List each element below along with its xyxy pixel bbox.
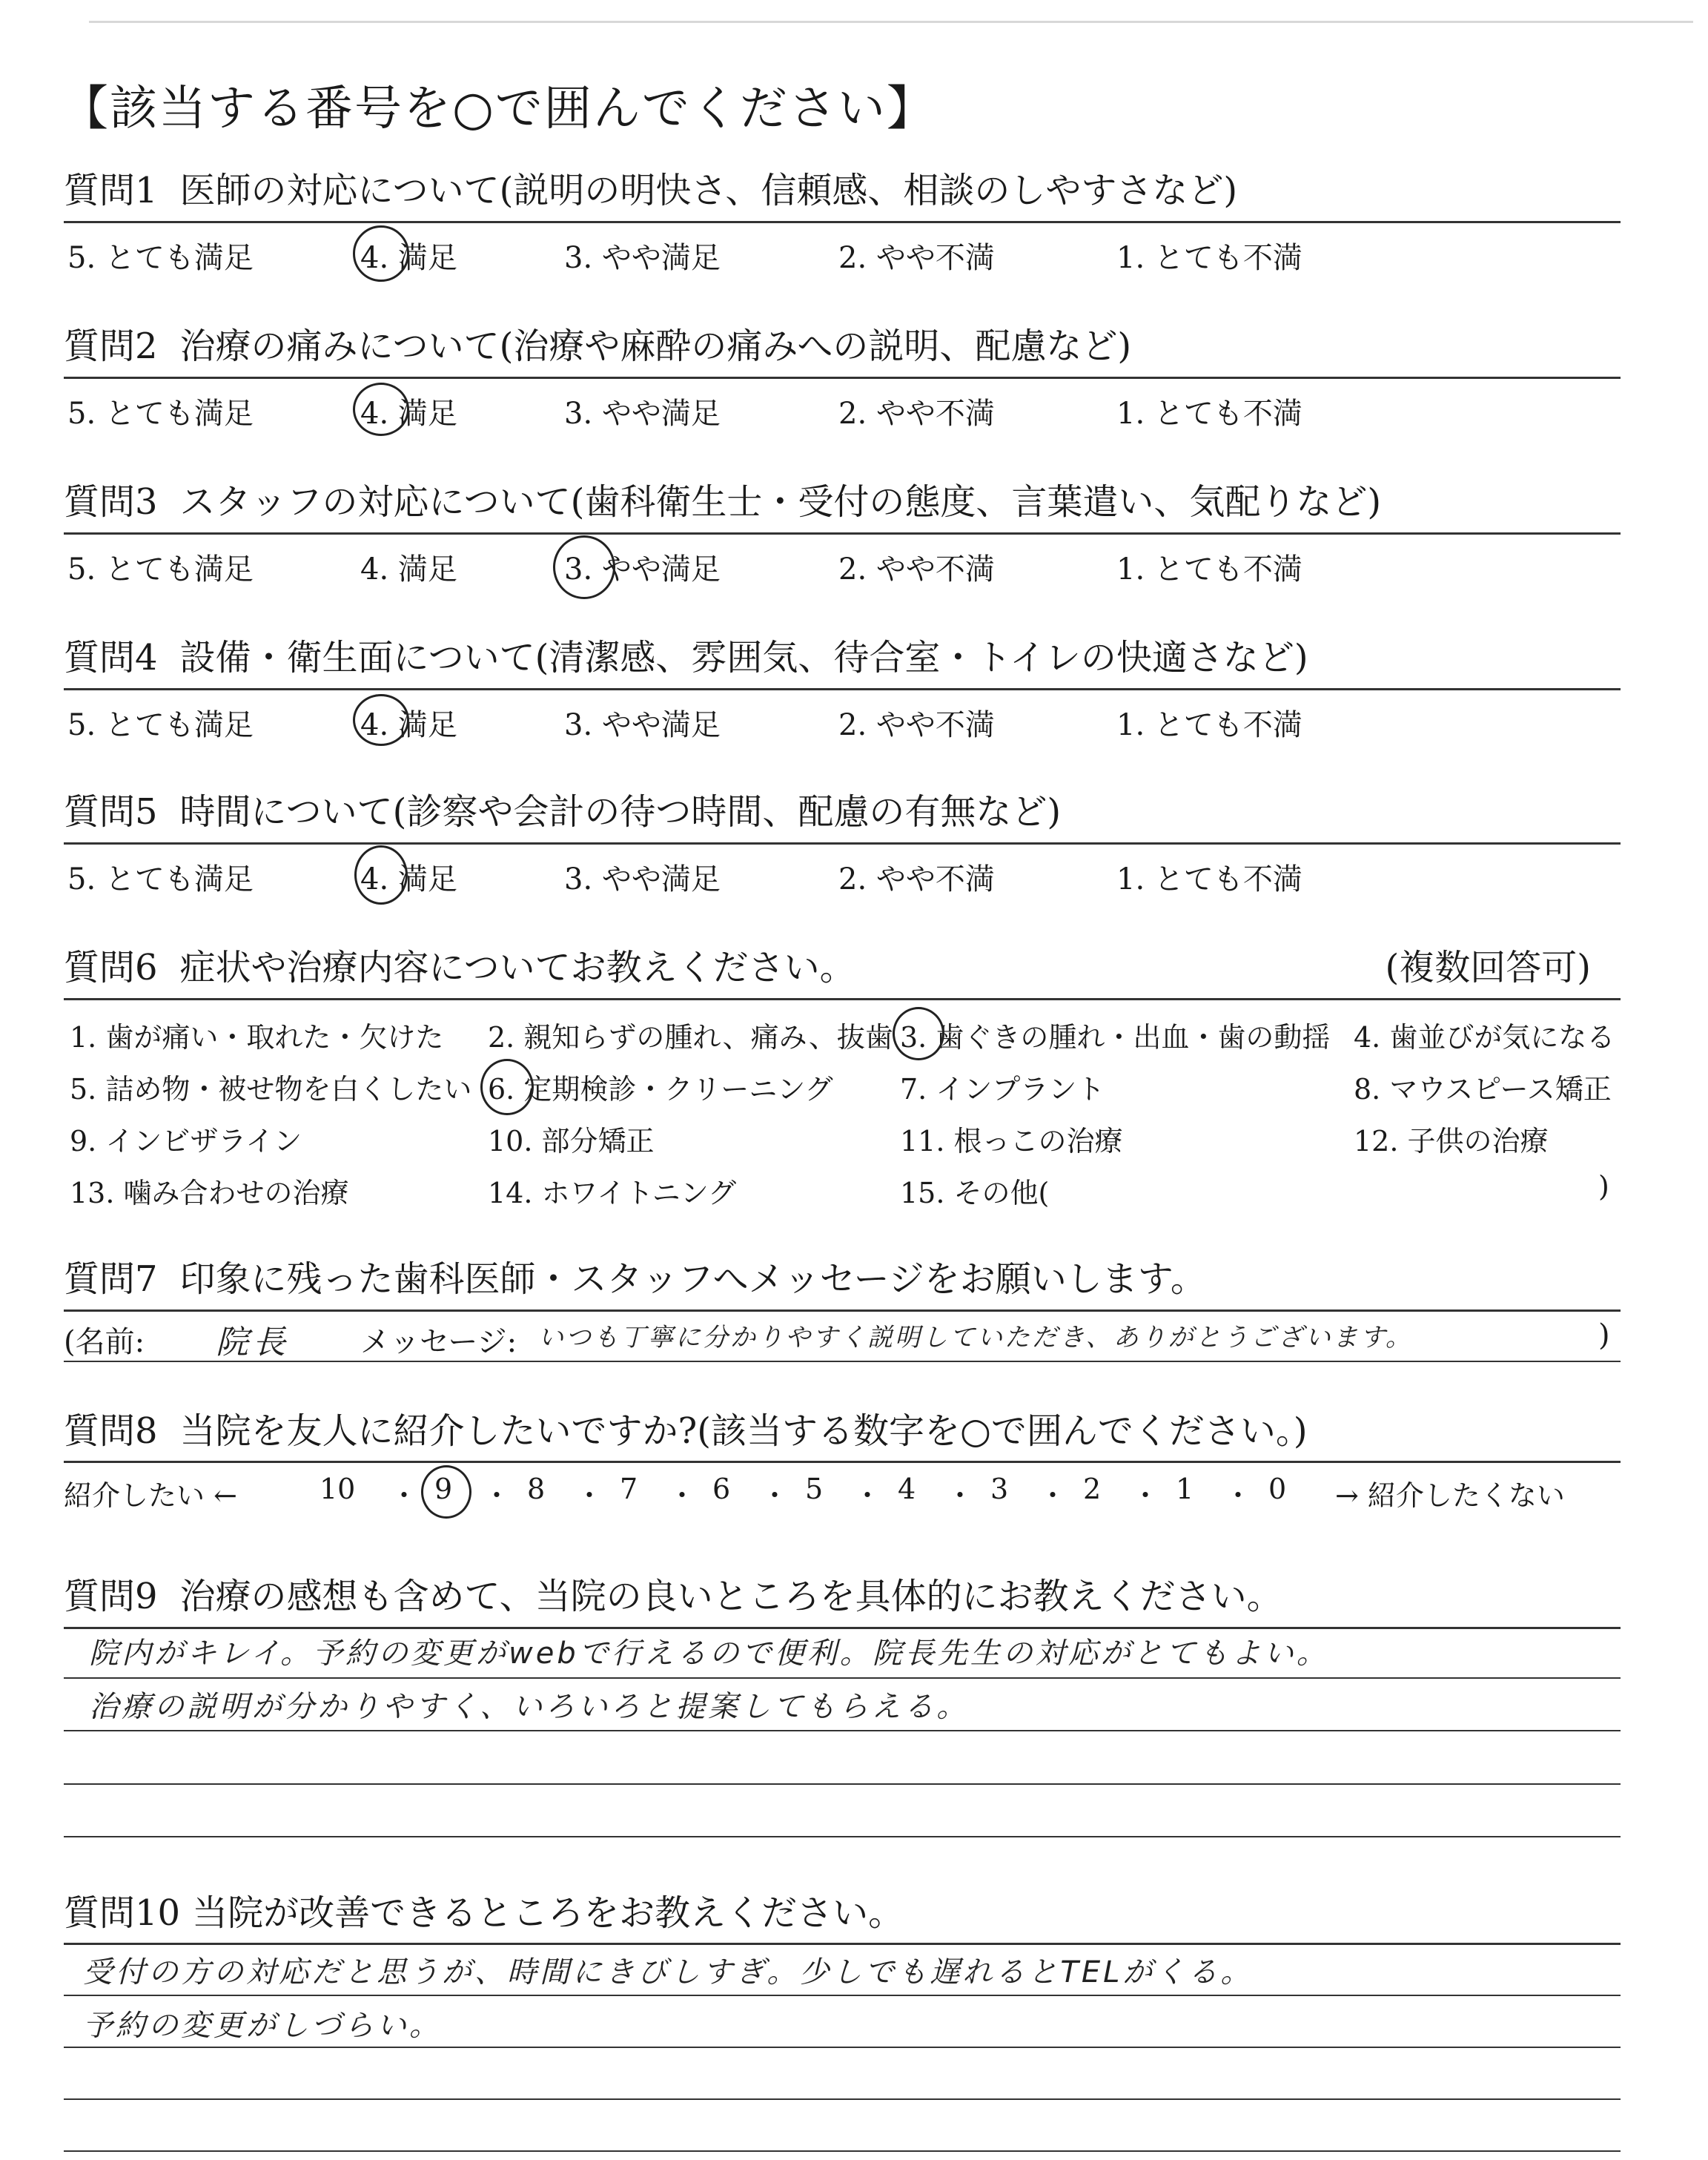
q8-dot-10: ・: [1224, 1479, 1253, 1512]
question-8-text: 当院を友人に紹介したいですか?(該当する数字を○で囲んでください。): [179, 1410, 1308, 1452]
q10-rule-4: [64, 2098, 1621, 2100]
q8-selected-circle: [421, 1465, 471, 1519]
q6-rule: [64, 998, 1621, 1000]
q8-value-5[interactable]: 5: [805, 1473, 824, 1505]
q8-dot-6: ・: [853, 1479, 882, 1512]
question-8: [64, 1405, 1621, 1457]
q7-message-value[interactable]: いつも丁寧に分かりやすく説明していただき、ありがとうございます。: [538, 1323, 1413, 1353]
q6-item-8[interactable]: 8. マウスピース矯正: [1354, 1073, 1612, 1106]
q5-option-4[interactable]: 4. 満足: [360, 862, 457, 896]
question-9-text: 治療の感想も含めて、当院の良いところを具体的にお教えください。: [179, 1576, 1282, 1617]
question-2-text: 治療の痛みについて(治療や麻酔の痛みへの説明、配慮など): [179, 326, 1132, 367]
q6-item-3[interactable]: 3. 歯ぐきの腫れ・出血・歯の動揺: [900, 1021, 1331, 1054]
q1-option-5[interactable]: 5. とても満足: [67, 241, 254, 275]
question-3: [64, 476, 1621, 528]
q2-option-5[interactable]: 5. とても満足: [67, 397, 254, 431]
q6-item-5[interactable]: 5. 詰め物・被せ物を白くしたい: [70, 1073, 472, 1106]
q8-dot-5: ・: [761, 1479, 790, 1512]
q10-rule-3: [64, 2047, 1621, 2048]
q3-rule: [64, 532, 1621, 535]
q9-answer-line-2[interactable]: 治療の説明が分かりやすく、いろいろと提案してもらえる。: [89, 1690, 970, 1724]
q6-item-7[interactable]: 7. インプラント: [900, 1073, 1105, 1106]
q6-item-10[interactable]: 10. 部分矯正: [488, 1125, 655, 1157]
q6-item-1[interactable]: 1. 歯が痛い・取れた・欠けた: [70, 1021, 444, 1054]
q8-value-2[interactable]: 2: [1083, 1473, 1102, 1505]
question-8-number: 質問8: [64, 1410, 158, 1452]
question-7-number: 質問7: [64, 1258, 158, 1300]
q9-rule-2: [64, 1677, 1621, 1679]
q8-value-0[interactable]: 0: [1268, 1473, 1287, 1505]
question-7-text: 印象に残った歯科医師・スタッフへメッセージをお願いします。: [179, 1258, 1206, 1300]
question-5-options: [64, 851, 1621, 896]
q2-option-3[interactable]: 3. やや満足: [564, 397, 721, 431]
q5-option-5[interactable]: 5. とても満足: [67, 862, 254, 896]
q8-value-10[interactable]: 10: [320, 1473, 356, 1505]
q7-name-label: (名前:: [64, 1325, 145, 1359]
q8-left-label: 紹介したい ←: [64, 1479, 237, 1512]
q4-option-3[interactable]: 3. やや満足: [564, 708, 721, 742]
q5-selected-circle: [354, 845, 408, 905]
q3-option-4[interactable]: 4. 満足: [360, 552, 457, 587]
q10-rule-5: [64, 2150, 1621, 2152]
q10-answer-line-1[interactable]: 受付の方の対応だと思うが、時間にきびしすぎ。少しでも遅れるとTELがくる。: [83, 1955, 1254, 1989]
q6-item-2[interactable]: 2. 親知らずの腫れ、痛み、抜歯: [488, 1021, 893, 1054]
question-1-options: [64, 230, 1621, 274]
question-5-number: 質問5: [64, 791, 158, 833]
top-edge-line: [89, 21, 1693, 23]
q7-close-paren: ): [1598, 1318, 1610, 1353]
question-2: [64, 320, 1621, 372]
question-4-options: [64, 697, 1621, 742]
q8-dot-8: ・: [1039, 1479, 1068, 1512]
question-1-text: 医師の対応について(説明の明快さ、信頼感、相談のしやすさなど): [179, 170, 1238, 211]
q2-option-2[interactable]: 2. やや不満: [838, 397, 995, 431]
question-7-answer: [64, 1315, 1621, 1360]
q5-option-2[interactable]: 2. やや不満: [838, 862, 995, 896]
question-2-number: 質問2: [64, 326, 158, 367]
question-6-text: 症状や治療内容についてお教えください。: [179, 947, 855, 988]
question-1: [64, 165, 1621, 217]
question-5-text: 時間について(診察や会計の待つ時間、配慮の有無など): [179, 791, 1062, 833]
q1-rule: [64, 221, 1621, 223]
q8-rule: [64, 1461, 1621, 1463]
q6-selected-circle-3: [893, 1007, 944, 1060]
q4-option-4[interactable]: 4. 満足: [360, 708, 457, 742]
q3-option-5[interactable]: 5. とても満足: [67, 552, 254, 587]
q8-dot-4: ・: [668, 1479, 697, 1512]
q10-rule-1: [64, 1943, 1621, 1945]
q9-rule-3: [64, 1730, 1621, 1731]
question-6-number: 質問6: [64, 947, 158, 988]
question-4-text: 設備・衛生面について(清潔感、雰囲気、待合室・トイレの快適さなど): [179, 637, 1308, 678]
q6-item-6[interactable]: 6. 定期検診・クリーニング: [488, 1073, 833, 1106]
question-9-number: 質問9: [64, 1576, 158, 1617]
q10-answer-line-2[interactable]: 予約の変更がしづらい。: [83, 2009, 442, 2043]
q3-option-1[interactable]: 1. とても不満: [1116, 552, 1302, 587]
q1-option-4[interactable]: 4. 満足: [360, 241, 457, 275]
q8-value-9[interactable]: 9: [434, 1473, 453, 1505]
q7-message-label: メッセージ:: [360, 1325, 517, 1359]
q2-rule: [64, 377, 1621, 379]
q6-item-14[interactable]: 14. ホワイトニング: [488, 1177, 737, 1209]
q8-dot-7: ・: [946, 1479, 975, 1512]
question-7: [64, 1253, 1621, 1305]
q5-option-3[interactable]: 3. やや満足: [564, 862, 721, 896]
q9-rule-4: [64, 1783, 1621, 1785]
q3-selected-circle: [553, 535, 615, 599]
question-6-note: (複数回答可): [1385, 947, 1591, 988]
q6-item-12[interactable]: 12. 子供の治療: [1354, 1125, 1549, 1157]
q2-option-4[interactable]: 4. 満足: [360, 397, 457, 431]
q6-item-4[interactable]: 4. 歯並びが気になる: [1354, 1021, 1615, 1054]
question-4: [64, 632, 1621, 684]
q4-rule: [64, 688, 1621, 690]
question-10-number: 質問10: [64, 1892, 181, 1934]
q9-rule-5: [64, 1836, 1621, 1837]
instruction-header: 【該当する番号を○で囲んでください】: [61, 82, 936, 136]
q9-rule-1: [64, 1627, 1621, 1629]
q7-answer-rule: [64, 1361, 1621, 1362]
q6-item-15[interactable]: 15. その他(: [900, 1177, 1050, 1209]
q2-selected-circle: [353, 383, 409, 436]
q8-value-4[interactable]: 4: [898, 1473, 916, 1505]
question-4-number: 質問4: [64, 637, 158, 678]
q6-item-15-close: ): [1598, 1170, 1609, 1203]
q9-answer-line-1[interactable]: 院内がキレイ。予約の変更がwebで行えるので便利。院長先生の対応がとてもよい。: [89, 1636, 1329, 1671]
q8-dot-1: ・: [390, 1479, 419, 1512]
q8-dot-2: ・: [483, 1479, 512, 1512]
q1-option-1[interactable]: 1. とても不満: [1116, 241, 1302, 275]
q1-selected-circle: [353, 225, 409, 282]
q8-value-7[interactable]: 7: [620, 1473, 638, 1505]
question-1-number: 質問1: [64, 170, 158, 211]
q6-item-9[interactable]: 9. インビザライン: [70, 1125, 302, 1157]
q5-rule: [64, 842, 1621, 845]
q2-option-1[interactable]: 1. とても不満: [1116, 397, 1302, 431]
question-10: [64, 1887, 1621, 1939]
q3-option-2[interactable]: 2. やや不満: [838, 552, 995, 587]
q8-value-1[interactable]: 1: [1176, 1473, 1194, 1505]
q5-option-1[interactable]: 1. とても不満: [1116, 862, 1302, 896]
question-10-text: 当院が改善できるところをお教えください。: [192, 1892, 904, 1934]
q8-right-label: → 紹介したくない: [1335, 1479, 1565, 1512]
question-5: [64, 786, 1621, 838]
question-3-options: [64, 541, 1621, 586]
question-2-options: [64, 386, 1621, 430]
question-9: [64, 1571, 1621, 1622]
q6-item-13[interactable]: 13. 噛み合わせの治療: [70, 1177, 349, 1209]
q1-option-2[interactable]: 2. やや不満: [838, 241, 995, 275]
q8-value-3[interactable]: 3: [990, 1473, 1009, 1505]
q4-option-5[interactable]: 5. とても満足: [67, 708, 254, 742]
question-6: [64, 942, 1621, 994]
question-6-options: [64, 1008, 1621, 1216]
q8-value-6[interactable]: 6: [712, 1473, 731, 1505]
q10-rule-2: [64, 1995, 1621, 1996]
q3-option-3[interactable]: 3. やや満足: [564, 552, 721, 587]
q6-selected-circle-6: [480, 1059, 534, 1115]
q6-item-11[interactable]: 11. 根っこの治療: [900, 1125, 1123, 1157]
q4-selected-circle: [353, 694, 409, 746]
question-3-text: スタッフの対応について(歯科衛生士・受付の態度、言葉遣い、気配りなど): [179, 481, 1382, 523]
q4-option-2[interactable]: 2. やや不満: [838, 708, 995, 742]
q7-rule: [64, 1309, 1621, 1312]
q8-dot-9: ・: [1131, 1479, 1160, 1512]
q8-dot-3: ・: [575, 1479, 604, 1512]
q1-option-3[interactable]: 3. やや満足: [564, 241, 721, 275]
q7-name-value[interactable]: 院長: [216, 1324, 290, 1361]
question-3-number: 質問3: [64, 481, 158, 523]
q8-value-8[interactable]: 8: [527, 1473, 546, 1505]
q4-option-1[interactable]: 1. とても不満: [1116, 708, 1302, 742]
question-8-scale: [64, 1470, 1621, 1514]
